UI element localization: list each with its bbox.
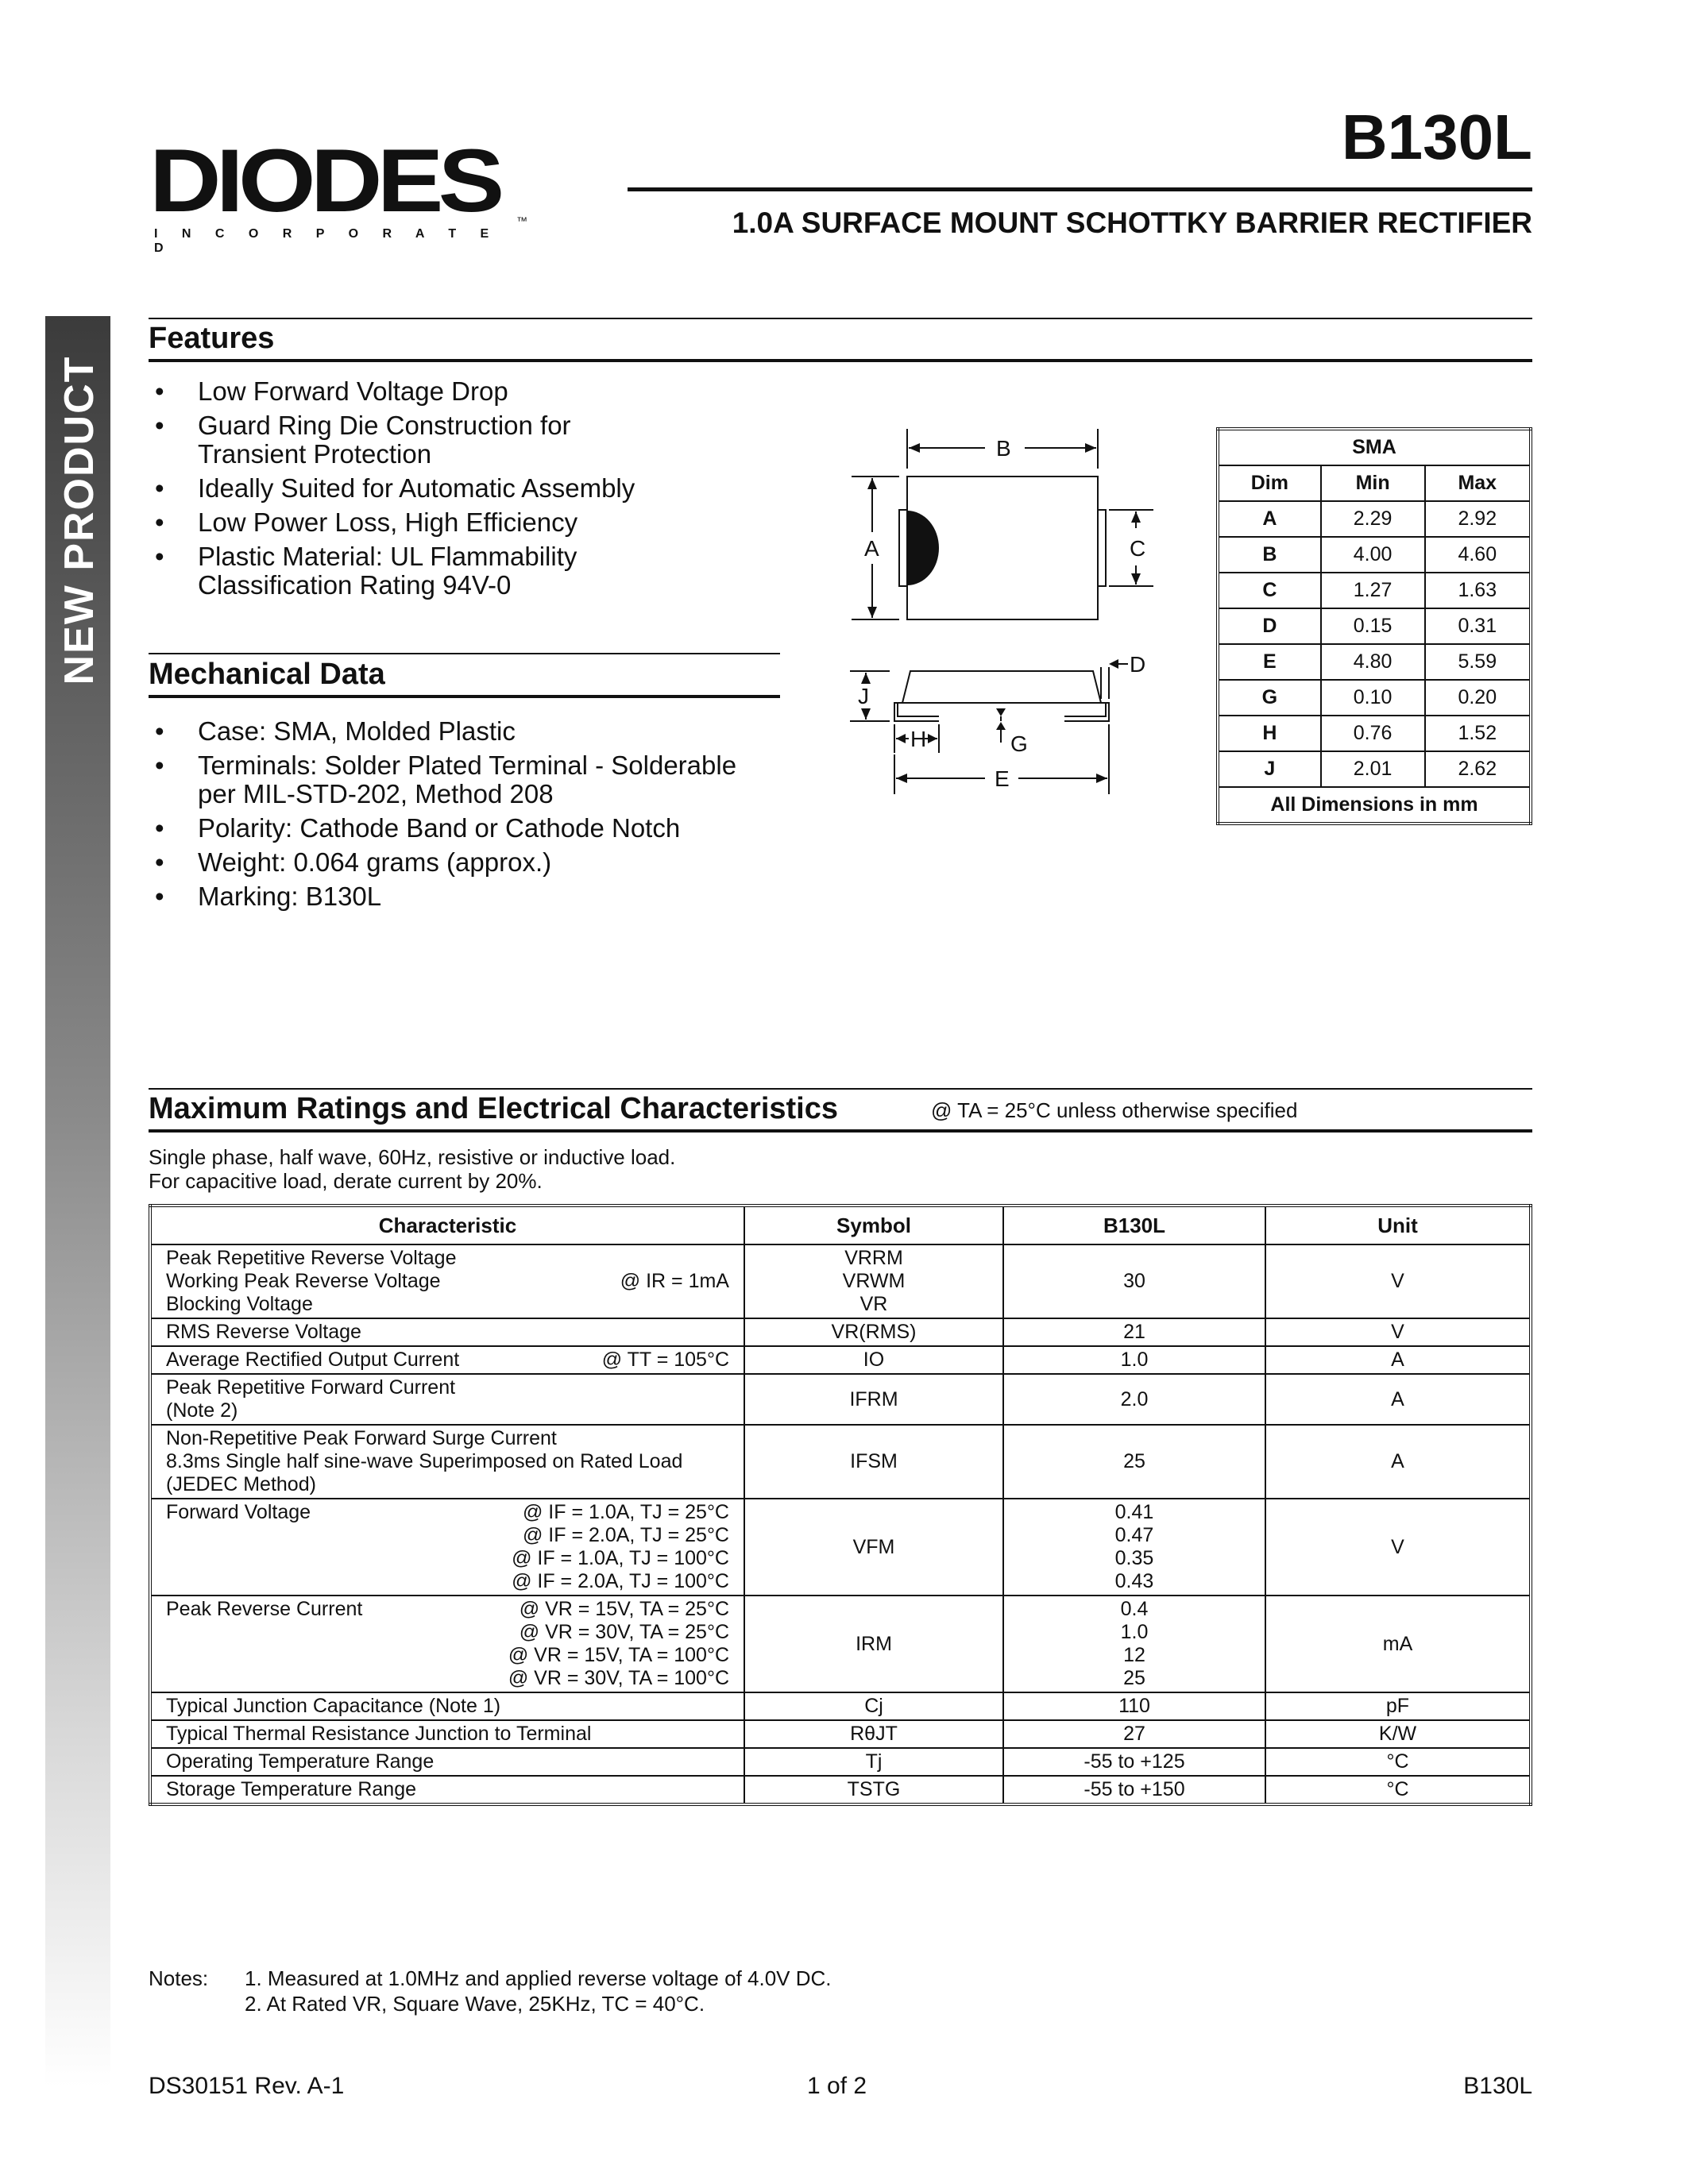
ratings-symbol xyxy=(744,1748,1003,1776)
list-item: • Guard Ring Die Construction for Transient Protection xyxy=(149,411,643,469)
characteristic-text: Blocking Voltage xyxy=(166,1293,313,1315)
sma-max: 0.31 xyxy=(1425,608,1531,644)
characteristic-text: Average Rectified Output Current xyxy=(166,1349,460,1371)
characteristic-text: Peak Repetitive Reverse Voltage xyxy=(166,1247,457,1269)
table-row xyxy=(1218,751,1531,787)
ratings-unit: A xyxy=(1265,1425,1531,1499)
page-subtitle: 1.0A SURFACE MOUNT SCHOTTKY BARRIER RECTIFIER xyxy=(732,206,1532,239)
test-condition: @ IR = 1mA xyxy=(620,1270,729,1292)
ratings-top-rule xyxy=(149,1088,1532,1090)
ratings-header-symbol: Symbol xyxy=(744,1206,1003,1244)
table-row xyxy=(1218,501,1531,537)
characteristic-text: Storage Temperature Range xyxy=(166,1778,417,1800)
side-view-lead-left xyxy=(894,703,939,721)
value-text: 0.4 xyxy=(1120,1598,1149,1620)
side-view-lead-right xyxy=(1064,703,1109,721)
logo-text: DIODES xyxy=(149,131,500,230)
ratings-symbol xyxy=(744,1346,1003,1374)
symbol-text: VR xyxy=(859,1293,888,1315)
ratings-symbol xyxy=(744,1720,1003,1748)
characteristic-text: 8.3ms Single half sine-wave Superimposed on Rated Load xyxy=(166,1450,683,1472)
list-item: • Terminals: Solder Plated Terminal - Solderable per MIL-STD-202, Method 208 xyxy=(149,751,770,808)
symbol-text: VRRM xyxy=(844,1247,903,1269)
sma-min: 4.80 xyxy=(1321,644,1425,680)
symbol-text: TSTG xyxy=(847,1778,901,1800)
ratings-header-unit: Unit xyxy=(1265,1206,1531,1244)
ratings-characteristic xyxy=(150,1748,744,1776)
value-text: 21 xyxy=(1123,1321,1145,1343)
ratings-symbol xyxy=(744,1596,1003,1692)
sma-table-title: SMA xyxy=(1218,429,1531,465)
features-list xyxy=(149,377,784,605)
value-text: 110 xyxy=(1118,1695,1150,1717)
features-bottom-rule xyxy=(149,359,1532,362)
ratings-unit: °C xyxy=(1265,1748,1531,1776)
dim-label-c: C xyxy=(1130,536,1146,561)
ratings-value xyxy=(1003,1318,1265,1346)
symbol-text: RθJT xyxy=(850,1723,898,1745)
characteristic-text: Non-Repetitive Peak Forward Surge Current xyxy=(166,1427,557,1449)
mechanical-bottom-rule xyxy=(149,695,780,698)
footer-page-number: 1 of 2 xyxy=(807,2073,867,2099)
table-row xyxy=(1218,537,1531,573)
test-condition: @ IF = 2.0A, TJ = 25°C xyxy=(522,1524,729,1546)
characteristic-text: Typical Junction Capacitance (Note 1) xyxy=(166,1695,501,1717)
list-item: • Marking: B130L xyxy=(149,882,784,911)
value-text: -55 to +150 xyxy=(1083,1778,1185,1800)
symbol-text: Tj xyxy=(865,1750,883,1773)
ratings-value xyxy=(1003,1346,1265,1374)
ratings-unit: °C xyxy=(1265,1776,1531,1804)
characteristic-text: (Note 2) xyxy=(166,1399,238,1422)
table-row xyxy=(150,1244,1531,1318)
ratings-symbol xyxy=(744,1776,1003,1804)
ratings-value xyxy=(1003,1596,1265,1692)
table-row xyxy=(150,1499,1531,1596)
sidebar-label: NEW PRODUCT xyxy=(56,355,102,685)
symbol-text: IFSM xyxy=(850,1450,898,1472)
mechanical-heading: Mechanical Data xyxy=(149,658,385,691)
ratings-unit: K/W xyxy=(1265,1720,1531,1748)
characteristic-text: (JEDEC Method) xyxy=(166,1473,316,1495)
ratings-value xyxy=(1003,1748,1265,1776)
sma-min: 0.10 xyxy=(1321,680,1425,716)
ratings-characteristic xyxy=(150,1425,744,1499)
value-text: 1.0 xyxy=(1120,1349,1149,1371)
symbol-text: IRM xyxy=(856,1632,892,1655)
ratings-note-line2: For capacitive load, derate current by 20%. xyxy=(149,1169,543,1193)
ratings-heading: Maximum Ratings and Electrical Characteristics xyxy=(149,1092,838,1125)
ratings-value xyxy=(1003,1499,1265,1596)
characteristic-text: Operating Temperature Range xyxy=(166,1750,435,1773)
sma-min: 4.00 xyxy=(1321,537,1425,573)
sma-min: 2.29 xyxy=(1321,501,1425,537)
logo-subtext: I N C O R P O R A T E D xyxy=(154,227,500,255)
ratings-unit: V xyxy=(1265,1318,1531,1346)
ratings-unit: V xyxy=(1265,1499,1531,1596)
package-outline-diagram xyxy=(842,429,1199,818)
list-item: • Low Forward Voltage Drop xyxy=(149,377,784,406)
table-row xyxy=(1218,573,1531,608)
sma-table-footer: All Dimensions in mm xyxy=(1218,787,1531,824)
sma-max: 1.63 xyxy=(1425,573,1531,608)
table-row xyxy=(1218,608,1531,644)
dim-label-e: E xyxy=(995,766,1010,791)
sma-max: 2.92 xyxy=(1425,501,1531,537)
characteristic-text: Peak Reverse Current xyxy=(166,1598,363,1620)
characteristic-text: Forward Voltage xyxy=(166,1501,311,1523)
ratings-characteristic xyxy=(150,1720,744,1748)
ratings-condition: @ TA = 25°C unless otherwise specified xyxy=(931,1098,1298,1122)
ratings-unit: mA xyxy=(1265,1596,1531,1692)
ratings-unit: pF xyxy=(1265,1692,1531,1720)
sma-min: 0.15 xyxy=(1321,608,1425,644)
sma-dim: A xyxy=(1218,501,1321,537)
list-item: • Low Power Loss, High Efficiency xyxy=(149,508,784,537)
sma-min: 2.01 xyxy=(1321,751,1425,787)
logo-trademark: ™ xyxy=(516,214,527,227)
ratings-characteristic xyxy=(150,1776,744,1804)
sma-min: 0.76 xyxy=(1321,716,1425,751)
table-row xyxy=(150,1596,1531,1692)
test-condition: @ IF = 1.0A, TJ = 25°C xyxy=(522,1501,729,1523)
mechanical-list xyxy=(149,717,784,916)
value-text: 12 xyxy=(1123,1644,1145,1666)
table-row xyxy=(150,1748,1531,1776)
header-rule xyxy=(628,187,1532,191)
sma-header-max: Max xyxy=(1425,465,1531,501)
symbol-text: IFRM xyxy=(849,1387,898,1410)
ratings-bottom-rule xyxy=(149,1129,1532,1133)
ratings-characteristic xyxy=(150,1596,744,1692)
table-row xyxy=(1218,644,1531,680)
mechanical-top-rule xyxy=(149,653,780,654)
table-row xyxy=(150,1720,1531,1748)
value-text: 1.0 xyxy=(1120,1621,1149,1643)
ratings-header-value: B130L xyxy=(1003,1206,1265,1244)
ratings-unit: A xyxy=(1265,1374,1531,1425)
table-row xyxy=(1218,716,1531,751)
value-text: 27 xyxy=(1123,1723,1145,1745)
sma-dim: J xyxy=(1218,751,1321,787)
sma-header-dim: Dim xyxy=(1218,465,1321,501)
ratings-characteristic xyxy=(150,1499,744,1596)
dim-label-g: G xyxy=(1010,731,1028,756)
value-text: 2.0 xyxy=(1120,1387,1149,1410)
test-condition: @ VR = 15V, TA = 25°C xyxy=(519,1598,729,1620)
top-view-terminal-right xyxy=(1098,510,1106,586)
ratings-symbol xyxy=(744,1244,1003,1318)
sma-dim: G xyxy=(1218,680,1321,716)
sma-dim: H xyxy=(1218,716,1321,751)
sma-dim: D xyxy=(1218,608,1321,644)
note-item: 1. Measured at 1.0MHz and applied reverse voltage of 4.0V DC. xyxy=(245,1966,832,1990)
side-view-body xyxy=(902,671,1101,703)
table-row xyxy=(150,1425,1531,1499)
footer-doc-id: DS30151 Rev. A-1 xyxy=(149,2073,345,2099)
ratings-value xyxy=(1003,1720,1265,1748)
note-item: 2. At Rated VR, Square Wave, 25KHz, TC = 40°C. xyxy=(245,1992,705,2016)
ratings-symbol xyxy=(744,1692,1003,1720)
table-row xyxy=(1218,680,1531,716)
top-view-terminal-left xyxy=(899,510,907,586)
ratings-characteristic xyxy=(150,1318,744,1346)
test-condition: @ VR = 30V, TA = 100°C xyxy=(508,1667,729,1689)
list-item: • Weight: 0.064 grams (approx.) xyxy=(149,848,784,877)
value-text: 25 xyxy=(1123,1450,1145,1472)
ratings-symbol xyxy=(744,1499,1003,1596)
sma-max: 2.62 xyxy=(1425,751,1531,787)
value-text: 0.41 xyxy=(1114,1501,1154,1523)
dim-label-j: J xyxy=(858,684,869,708)
ratings-characteristic xyxy=(150,1374,744,1425)
sma-max: 5.59 xyxy=(1425,644,1531,680)
ratings-value xyxy=(1003,1374,1265,1425)
dim-label-a: A xyxy=(864,536,879,561)
list-item: • Ideally Suited for Automatic Assembly xyxy=(149,474,784,503)
sma-dimension-table xyxy=(1216,427,1532,825)
value-text: 30 xyxy=(1123,1270,1145,1292)
list-item: • Polarity: Cathode Band or Cathode Notch xyxy=(149,814,784,843)
table-row xyxy=(150,1692,1531,1720)
value-text: 0.35 xyxy=(1114,1547,1154,1569)
characteristic-text: Typical Thermal Resistance Junction to Terminal xyxy=(166,1723,592,1745)
sma-max: 1.52 xyxy=(1425,716,1531,751)
ratings-value xyxy=(1003,1425,1265,1499)
test-condition: @ IF = 1.0A, TJ = 100°C xyxy=(512,1547,729,1569)
part-number-title: B130L xyxy=(1341,102,1532,172)
notes-label: Notes: xyxy=(149,1966,209,1990)
sma-max: 4.60 xyxy=(1425,537,1531,573)
value-text: 0.47 xyxy=(1114,1524,1154,1546)
characteristic-text: RMS Reverse Voltage xyxy=(166,1321,361,1343)
characteristic-text: Peak Repetitive Forward Current xyxy=(166,1376,456,1399)
features-top-rule xyxy=(149,318,1532,319)
symbol-text: VRWM xyxy=(842,1270,906,1292)
ratings-table xyxy=(149,1204,1532,1806)
sma-max: 0.20 xyxy=(1425,680,1531,716)
symbol-text: VR(RMS) xyxy=(831,1321,917,1343)
ratings-unit: A xyxy=(1265,1346,1531,1374)
characteristic-text: Working Peak Reverse Voltage xyxy=(166,1270,441,1292)
symbol-text: Cj xyxy=(864,1695,883,1717)
ratings-value xyxy=(1003,1776,1265,1804)
symbol-text: IO xyxy=(863,1349,885,1371)
company-logo xyxy=(149,131,531,255)
value-text: -55 to +125 xyxy=(1083,1750,1185,1773)
table-row xyxy=(150,1318,1531,1346)
ratings-value xyxy=(1003,1692,1265,1720)
test-condition: @ VR = 30V, TA = 25°C xyxy=(519,1621,729,1643)
sma-dim: B xyxy=(1218,537,1321,573)
table-row xyxy=(150,1346,1531,1374)
list-item: • Plastic Material: UL Flammability Classification Rating 94V-0 xyxy=(149,542,643,600)
table-row xyxy=(150,1374,1531,1425)
sma-header-min: Min xyxy=(1321,465,1425,501)
dim-label-b: B xyxy=(996,436,1011,461)
ratings-characteristic xyxy=(150,1244,744,1318)
table-row xyxy=(150,1776,1531,1804)
footer-part: B130L xyxy=(1463,2073,1532,2099)
ratings-value xyxy=(1003,1244,1265,1318)
list-item: • Case: SMA, Molded Plastic xyxy=(149,717,784,746)
sma-dim: C xyxy=(1218,573,1321,608)
ratings-symbol xyxy=(744,1425,1003,1499)
ratings-unit: V xyxy=(1265,1244,1531,1318)
ratings-symbol xyxy=(744,1374,1003,1425)
ratings-characteristic xyxy=(150,1346,744,1374)
symbol-text: VFM xyxy=(852,1535,895,1558)
ratings-note-line1: Single phase, half wave, 60Hz, resistive or inductive load. xyxy=(149,1145,676,1169)
sma-dim: E xyxy=(1218,644,1321,680)
value-text: 25 xyxy=(1123,1667,1145,1689)
ratings-symbol xyxy=(744,1318,1003,1346)
dim-label-d: D xyxy=(1130,652,1146,677)
features-heading: Features xyxy=(149,322,275,355)
test-condition: @ IF = 2.0A, TJ = 100°C xyxy=(512,1570,729,1592)
ratings-header-characteristic: Characteristic xyxy=(150,1206,744,1244)
ratings-characteristic xyxy=(150,1692,744,1720)
value-text: 0.43 xyxy=(1114,1570,1154,1592)
test-condition: @ TT = 105°C xyxy=(601,1349,729,1371)
dim-label-h: H xyxy=(910,727,927,751)
test-condition: @ VR = 15V, TA = 100°C xyxy=(508,1644,729,1666)
sma-min: 1.27 xyxy=(1321,573,1425,608)
